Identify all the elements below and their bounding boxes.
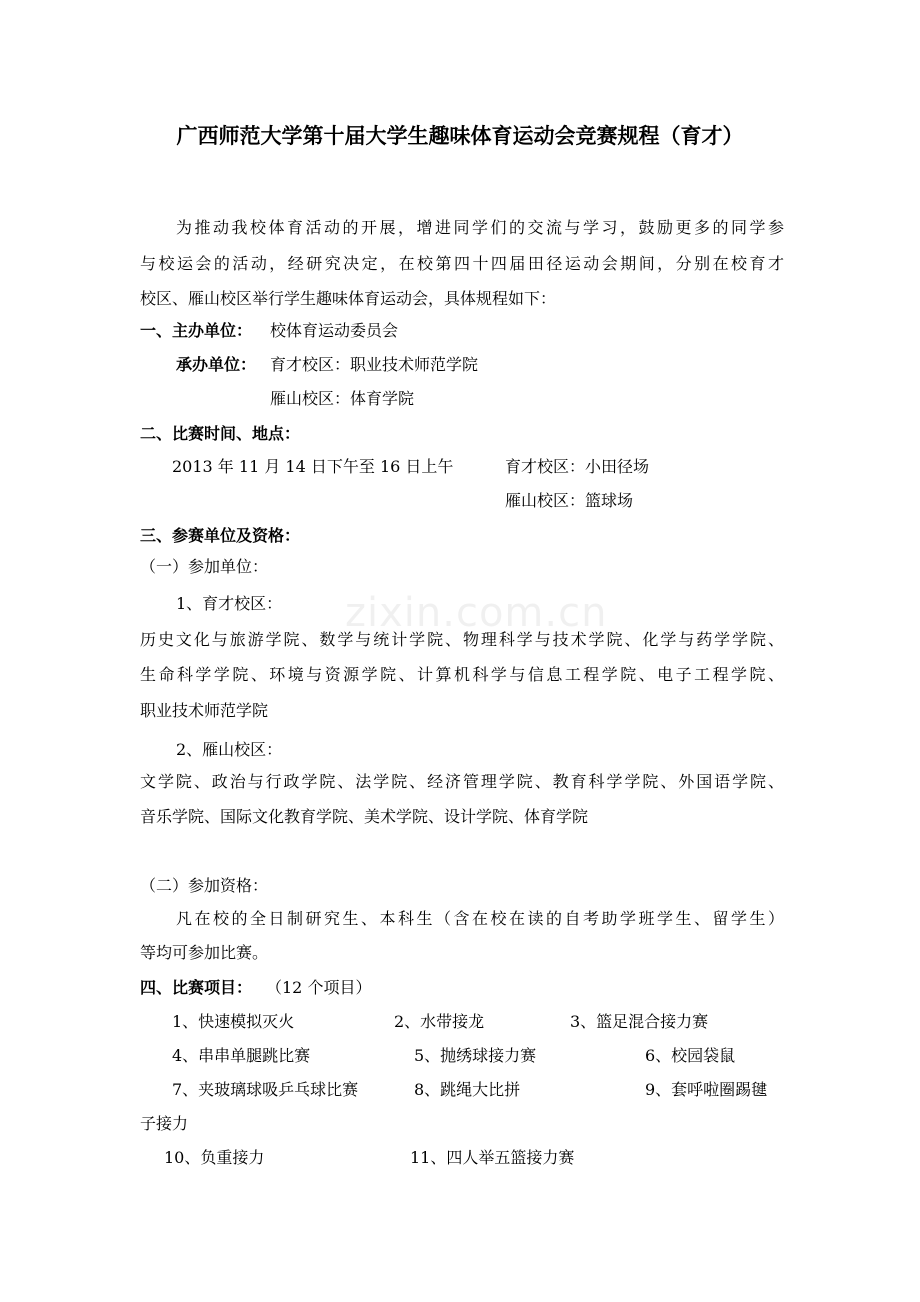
section-heading-host: 一、主办单位： [140, 321, 253, 340]
events-count: （12 个项目） [266, 978, 372, 997]
organizer-yucai: 育才校区：职业技术师范学院 [270, 355, 479, 374]
event-item: 6、校园袋鼠 [645, 1046, 736, 1065]
intro-line: 与校运会的活动，经研究决定，在校第四十四届田径运动会期间，分别在校育才 [140, 254, 784, 273]
event-item: 7、夹玻璃球吸乒乓球比赛 [172, 1080, 359, 1099]
qualification-line: 等均可参加比赛。 [140, 943, 269, 962]
intro-line: 校区、雁山校区举行学生趣味体育运动会，具体规程如下： [140, 289, 557, 308]
watermark: zixin.com.cn [345, 590, 608, 636]
yucai-units-line: 职业技术师范学院 [140, 701, 269, 720]
event-item: 8、跳绳大比拼 [414, 1080, 521, 1099]
yucai-heading: 1、育才校区： [176, 594, 283, 613]
event-item: 3、篮足混合接力赛 [570, 1012, 709, 1031]
yucai-units-line: 生命科学学院、环境与资源学院、计算机科学与信息工程学院、电子工程学院、 [140, 665, 784, 684]
host-value: 校体育运动委员会 [270, 321, 399, 340]
qualification-heading: （二）参加资格： [140, 876, 269, 895]
yanshan-units-line: 文学院、政治与行政学院、法学院、经济管理学院、教育科学学院、外国语学院、 [140, 772, 784, 791]
competition-time: 2013 年 11 月 14 日下午至 16 日上午 [172, 457, 454, 476]
event-item: 2、水带接龙 [394, 1012, 485, 1031]
event-item: 1、快速模拟灭火 [172, 1012, 295, 1031]
venue-yucai: 育才校区：小田径场 [505, 457, 650, 476]
intro-line: 为推动我校体育活动的开展，增进同学们的交流与学习，鼓励更多的同学参 [176, 218, 784, 237]
yanshan-units-line: 音乐学院、国际文化教育学院、美术学院、设计学院、体育学院 [140, 807, 589, 826]
section-heading-units: 三、参赛单位及资格： [140, 526, 301, 545]
event-item: 10、负重接力 [164, 1148, 265, 1167]
event-item-continued: 子接力 [140, 1114, 189, 1133]
document-title: 广西师范大学第十届大学生趣味体育运动会竞赛规程（育才） [176, 124, 744, 148]
event-item: 5、抛绣球接力赛 [414, 1046, 537, 1065]
units-heading: （一）参加单位： [140, 557, 269, 576]
qualification-line: 凡在校的全日制研究生、本科生（含在校在读的自考助学班学生、留学生） [176, 909, 784, 928]
section-heading-time: 二、比赛时间、地点： [140, 424, 301, 443]
yanshan-heading: 2、雁山校区： [176, 740, 283, 759]
venue-yanshan: 雁山校区：篮球场 [505, 491, 634, 510]
event-item: 4、串串单腿跳比赛 [172, 1046, 311, 1065]
section-heading-events: 四、比赛项目： [140, 978, 253, 997]
organizer-label: 承办单位： [176, 355, 257, 374]
yucai-units-line: 历史文化与旅游学院、数学与统计学院、物理科学与技术学院、化学与药学学院、 [140, 630, 784, 649]
organizer-yanshan: 雁山校区：体育学院 [270, 389, 415, 408]
event-item: 9、套呼啦圈踢毽 [645, 1080, 768, 1099]
event-item: 11、四人举五篮接力赛 [410, 1148, 575, 1167]
